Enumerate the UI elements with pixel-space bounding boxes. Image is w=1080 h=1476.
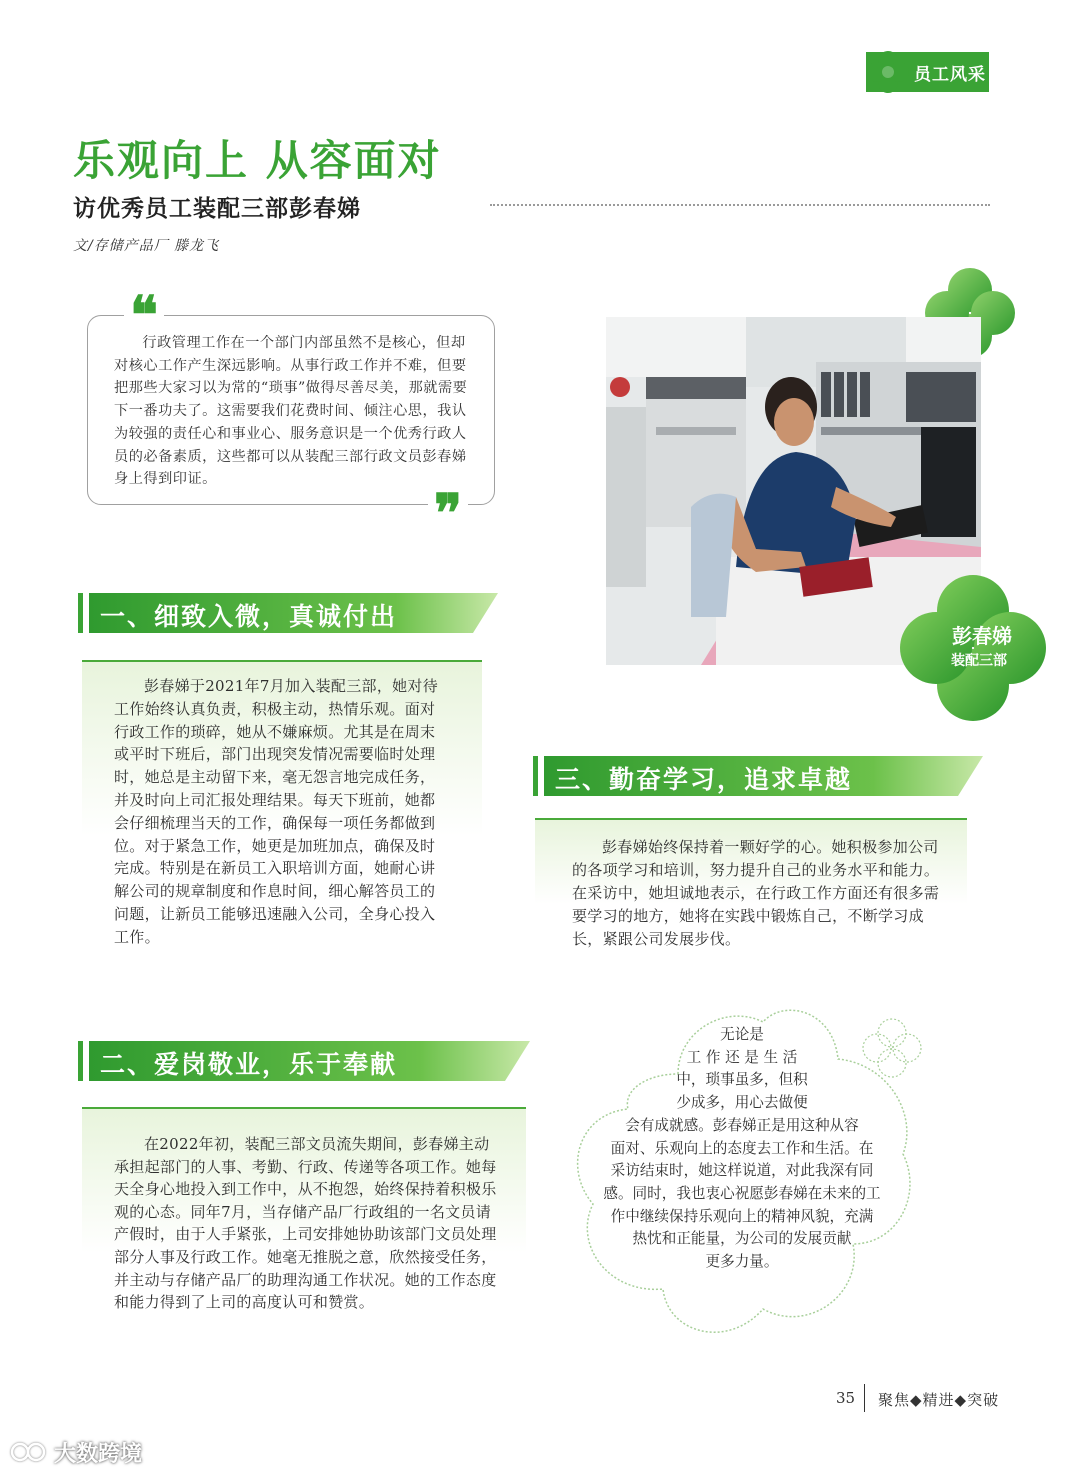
article-title: 乐观向上 从容面对 — [73, 136, 442, 185]
section-2-body: 在2022年初，装配三部文员流失期间，彭春娣主动承担起部门的人事、考勤、行政、传递等各项工作。她每天全身心地投入到工作中，从不抱怨，始终保持着积极乐观的心态。同年7月，当存储产品厂行政组的一名文员请产假时，由于人手紧张，上司安排她协助该部门文员处理部分人事及行政工作。她毫无推脱之意，欣然接受任务，并主动与存储产品厂的助理沟通工作状况。她的工作态度和能力得到了上司的高度认可和赞赏。 — [114, 1135, 497, 1312]
closing-line: 面对、乐观向上的态度去工作和生活。在 — [610, 1139, 874, 1157]
byline: 文/存储产品厂 滕龙飞 — [73, 238, 220, 254]
footer-slogan: 聚焦◆精进◆突破 — [878, 1391, 1000, 1409]
clover-icon — [866, 50, 910, 94]
open-quote-icon: ❝ — [124, 290, 164, 342]
section-3-header — [533, 756, 983, 796]
section-2-accent-bar — [78, 1041, 83, 1081]
article-subtitle: 访优秀员工装配三部彭春娣 — [73, 195, 361, 222]
watermark-logo-icon — [8, 1437, 52, 1467]
section-1-accent-bar — [78, 593, 83, 633]
closing-line: 感。同时，我也衷心祝愿彭春娣在未来的工 — [603, 1184, 881, 1202]
section-1-body: 彭春娣于2021年7月加入装配三部，她对待工作始终认真负责，积极主动，热情乐观。面对行政工作的琐碎，她从不嫌麻烦。尤其是在周末或平时下班后，部门出现突发情况需要临时处理时，她总是主动留下来，毫无怨言地完成任务，并及时向上司汇报处理结果。每天下班前，她都会仔细梳理当天的工作，确保每一项任务都做到位。对于紧急工作，她更是加班加点，确保及时完成。特别是在新员工入职培训方面，她耐心讲解公司的规章制度和作息时间，细心解答员工的问题，让新员工能够迅速融入公司，全身心投入工作。 — [114, 677, 439, 946]
section-2-header — [78, 1041, 530, 1081]
section-1-title: 一、细致入微，真诚付出 — [100, 602, 398, 631]
section-3-title: 三、勤奋学习，追求卓越 — [555, 765, 853, 794]
closing-line: 少成多，用心去做便 — [676, 1094, 808, 1112]
closing-line: 无论是 — [720, 1026, 764, 1043]
closing-text — [583, 1024, 901, 1274]
watermark: 大数跨境 — [54, 1442, 143, 1467]
closing-line: 中，琐事虽多，但积 — [676, 1071, 808, 1089]
caption-name: 彭春娣 — [952, 624, 1012, 648]
closing-line: 热忱和正能量，为公司的发展贡献 — [632, 1230, 852, 1248]
page-number: 35 — [836, 1389, 856, 1407]
closing-line: 工 作 还 是 生 活 — [686, 1048, 798, 1066]
closing-line: 采访结束时，她这样说道，对此我深有同 — [610, 1162, 874, 1180]
closing-line: 会有成就感。彭春娣正是用这种从容 — [625, 1116, 859, 1134]
closing-line: 作中继续保持乐观向上的精神风貌，充满 — [610, 1207, 874, 1225]
quote-text: 行政管理工作在一个部门内部虽然不是核心，但却对核心工作产生深远影响。从事行政工作并不难，但要把那些大家习以为常的“琐事”做得尽善尽美，那就需要下一番功夫了。这需要我们花费时间、倾注心思，我认为较强的责任心和事业心、服务意识是一个优秀行政人员的必备素质，这些都可以从装配三部行政文员彭春娣身上得到印证。 — [114, 335, 468, 488]
section-1-header — [78, 593, 498, 633]
closing-line: 更多力量。 — [705, 1253, 779, 1271]
section-tag-label: 员工风采 — [914, 65, 986, 85]
section-3-accent-bar — [533, 756, 538, 796]
close-quote-icon: ❞ — [428, 488, 468, 540]
dotted-divider — [490, 204, 990, 206]
section-2-title: 二、爱岗敬业，乐于奉献 — [100, 1050, 398, 1079]
caption-department: 装配三部 — [951, 653, 1007, 669]
footer-divider — [864, 1384, 865, 1412]
section-3-body: 彭春娣始终保持着一颗好学的心。她积极参加公司的各项学习和培训，努力提升自己的业务水平和能力。在采访中，她坦诚地表示，在行政工作方面还有很多需要学习的地方，她将在实践中锻炼自己，不断学习成长，紧跟公司发展步伐。 — [572, 838, 940, 948]
